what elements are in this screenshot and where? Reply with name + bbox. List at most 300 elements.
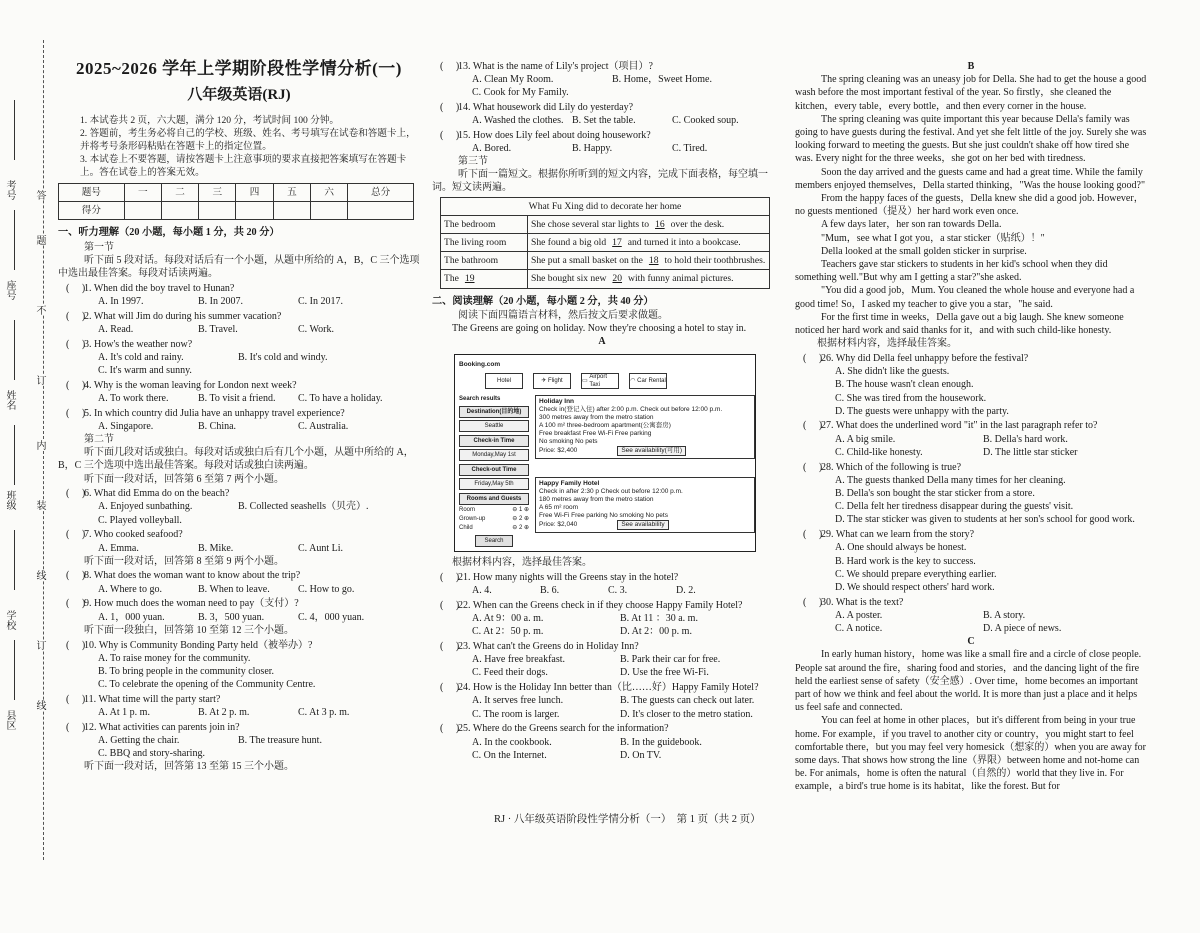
binding-label: 学校 <box>4 610 15 630</box>
answer-option[interactable]: B. Collected seashells（贝壳）. <box>238 501 369 513</box>
answer-option[interactable]: A. She didn't like the guests. <box>835 366 950 378</box>
answer-option[interactable]: C. Tired. <box>672 142 708 154</box>
fill-cell <box>528 270 770 288</box>
destination-label: Destination(目的地) <box>459 406 529 418</box>
answer-option[interactable]: C. 3. <box>608 585 628 597</box>
answer-option[interactable]: B. To visit a friend. <box>198 392 276 404</box>
answer-option[interactable]: A. 4. <box>472 585 492 597</box>
booking-logo: Booking.com <box>459 361 501 369</box>
question <box>58 282 420 308</box>
part-instruction: 听下面几段对话或独白。每段对话或独白后有几个小题，从题中所给的 A，B，C 三个选项中选出最佳答案。每段对话或独白读两遍。 <box>58 447 414 472</box>
answer-bracket[interactable]: ( ) <box>440 60 460 72</box>
question-text: 2. What will Jim do during his summer vacation? <box>84 310 282 322</box>
answer-bracket[interactable]: ( ) <box>66 407 86 419</box>
answer-option[interactable]: B. Della's hard work. <box>983 433 1068 445</box>
passage-paragraph: A few days later，her son ran towards Della. <box>821 219 1002 231</box>
option-row <box>795 555 1147 568</box>
search-results-label: Search results <box>459 396 501 403</box>
answer-option[interactable]: C. It's warm and sunny. <box>98 364 192 376</box>
room-stepper[interactable] <box>459 506 529 514</box>
stepper-label: Grown-up <box>459 516 486 523</box>
answer-option[interactable]: C. A notice. <box>835 623 883 635</box>
question-stem <box>58 379 420 392</box>
hotel-detail: Free breakfast Free Wi-Fi Free parking <box>539 430 652 438</box>
question-text: 11. What time will the party start? <box>84 693 221 705</box>
answer-option[interactable]: A. One should always be honest. <box>835 542 967 554</box>
answer-bracket[interactable]: ( ) <box>66 570 86 582</box>
score-cell[interactable] <box>199 202 236 220</box>
binding-mark: 答 <box>34 190 45 200</box>
option-row <box>58 514 420 527</box>
column-3 <box>795 60 1147 794</box>
stepper-number: 1 <box>518 507 523 514</box>
question-stem <box>58 310 420 323</box>
score-cell[interactable] <box>348 202 414 220</box>
score-header: 四 <box>236 184 273 202</box>
answer-option[interactable]: B. In the guidebook. <box>620 736 702 748</box>
section-heading: 二、阅读理解（20 小题，每小题 2 分，共 40 分） <box>432 295 654 307</box>
tab-label: Hotel <box>496 378 511 385</box>
answer-option[interactable]: B. In 2007. <box>198 295 243 307</box>
answer-bracket[interactable]: ( ) <box>66 488 86 500</box>
fill-text: She bought six new <box>531 273 607 285</box>
answer-option[interactable]: C. In 2017. <box>298 295 343 307</box>
answer-option[interactable]: C. Aunt Li. <box>298 542 344 554</box>
option-row <box>58 706 420 719</box>
answer-bracket[interactable]: ( ) <box>66 282 86 294</box>
answer-option[interactable]: B. China. <box>198 420 237 432</box>
answer-option[interactable]: A. It's cold and rainy. <box>98 351 184 363</box>
answer-option[interactable]: A. Emma. <box>98 542 139 554</box>
answer-bracket[interactable]: ( ) <box>440 129 460 141</box>
passage-label: B <box>967 61 975 72</box>
binding-mark: 线 <box>34 570 45 580</box>
question-text: 7. Who cooked seafood? <box>84 529 183 541</box>
option-row <box>58 652 420 665</box>
option-row <box>432 653 772 666</box>
binding-label: 座号 <box>4 280 15 300</box>
answer-blank[interactable]: 16 <box>655 218 665 230</box>
answer-option[interactable]: B. Happy. <box>572 142 613 154</box>
question-text: 29. What can we learn from the story? <box>821 529 975 541</box>
answer-option[interactable]: A. Clean My Room. <box>472 73 554 85</box>
answer-option[interactable]: C. Australia. <box>298 420 349 432</box>
answer-option[interactable]: A. Enjoyed sunbathing. <box>98 501 193 513</box>
passage-paragraph: You can feel at home in other places，but it's different from being in your true home. For example，if you travel to another city or country，you might start to feel comfortable there，but you may feel very homesick（想家的）when you are away for some days. That shows how strong the line（界限）between home and not-home can be. For animals，home is often the natural（自然的）world that they live in. For example，a bird's true home is its habitat，like the forest. But for <box>795 715 1146 793</box>
question <box>432 599 772 639</box>
option-row <box>795 568 1147 581</box>
hotel-price: Price: $2,040 <box>539 521 578 529</box>
tab-hotel[interactable] <box>485 373 523 389</box>
answer-option[interactable]: C. BBQ and story-sharing. <box>98 748 205 760</box>
answer-bracket[interactable]: ( ) <box>440 641 460 653</box>
column-1 <box>58 0 420 774</box>
answer-option[interactable]: D. The guests were unhappy with the party. <box>835 405 1009 417</box>
option-row <box>58 323 420 336</box>
question-stem <box>795 461 1147 474</box>
answer-option[interactable]: A. It serves free lunch. <box>472 695 564 707</box>
answer-bracket[interactable]: ( ) <box>66 379 86 391</box>
question-text: 30. What is the text? <box>821 596 904 608</box>
option-row <box>795 541 1147 554</box>
answer-option[interactable]: B. Park their car for free. <box>620 654 721 666</box>
binding-label: 班级 <box>4 490 15 510</box>
question-text: 13. What is the name of Lily's project（项目）? <box>458 60 653 72</box>
answer-option[interactable]: C. The room is larger. <box>472 708 560 720</box>
answer-option[interactable]: C. Cook for My Family. <box>472 86 569 98</box>
answer-option[interactable]: C. To have a holiday. <box>298 392 383 404</box>
answer-blank[interactable]: 18 <box>648 255 659 267</box>
passage-paragraph: Soon the day arrived and the guests came and had a great time. While the family members enjoyed themselves，Della started thinking，"Was the house looking good?" <box>795 166 1146 191</box>
tab-car-rental[interactable] <box>629 373 667 389</box>
answer-option[interactable]: B. The guests can check out later. <box>620 695 755 707</box>
stepper-number: 2 <box>518 516 523 523</box>
fill-text: and turned it into a bookcase. <box>627 236 741 248</box>
lead-text: 听下面一段对话，回答第 6 至第 7 两个小题。 <box>84 473 284 485</box>
answer-blank[interactable]: 20 <box>612 273 623 285</box>
stepper-value: ⊖ 2 ⊕ <box>512 516 529 523</box>
question-text: 8. What does the woman want to know about the trip? <box>84 570 301 582</box>
binding-mark: 内 <box>34 440 45 450</box>
question-stem <box>432 571 772 584</box>
answer-option[interactable]: A. In 1997. <box>98 295 144 307</box>
question-text: 4. Why is the woman leaving for London next week? <box>84 379 297 391</box>
answer-bracket[interactable]: ( ) <box>803 461 823 473</box>
answer-bracket[interactable]: ( ) <box>66 529 86 541</box>
answer-option[interactable]: B. 3，500 yuan. <box>198 611 265 623</box>
answer-option[interactable]: B. Hard work is the key to success. <box>835 555 976 567</box>
answer-option[interactable]: D. The little star sticker <box>983 446 1078 458</box>
score-cell[interactable] <box>273 202 310 220</box>
answer-option[interactable]: B. Set the table. <box>572 114 636 126</box>
answer-option[interactable]: C. Work. <box>298 323 334 335</box>
answer-option[interactable]: A. Bored. <box>472 142 512 154</box>
instruction-note: 1. 本试卷共 2 页，六大题，满分 120 分，考试时间 100 分钟。 <box>80 115 340 127</box>
question-text: 23. What can't the Greens do in Holiday Inn? <box>458 641 639 653</box>
question <box>58 487 420 527</box>
question-stem <box>432 722 772 735</box>
answer-bracket[interactable]: ( ) <box>440 682 460 694</box>
answer-option[interactable]: A. Getting the chair. <box>98 734 180 746</box>
answer-bracket[interactable]: ( ) <box>803 596 823 608</box>
passage-paragraph: From the happy faces of the guests，Della knew she did a good job. However，no guests mentioned（提及）her hard work even once. <box>795 193 1144 218</box>
fill-in-table <box>440 197 770 289</box>
answer-option[interactable]: A. Read. <box>98 323 134 335</box>
passage-paragraph: For the first time in weeks，Della gave out a big laugh. She knew someone noticed her hard work and said thanks for it，and with such child-like honesty. <box>795 311 1124 337</box>
passage-paragraph: The spring cleaning was quite important this year because Della's family was going to have guests during the festival. And yet she felt little of the joy. Surely she was looking forward to meeting the guests. But she just couldn't shake off how tired she was. Every night for the three weeks，she got on her bed with tiredness. <box>795 113 1147 165</box>
answer-option[interactable]: B. Mike. <box>198 542 234 554</box>
answer-bracket[interactable]: ( ) <box>803 352 823 364</box>
hotel-detail: 180 metres away from the metro station <box>539 496 654 504</box>
option-row <box>432 749 772 762</box>
score-row-label: 得分 <box>59 202 125 220</box>
answer-option[interactable]: A. Washed the clothes. <box>472 114 564 126</box>
part-label: 第一节 <box>84 241 114 253</box>
score-header: 二 <box>161 184 198 202</box>
answer-option[interactable]: C. Played volleyball. <box>98 514 182 526</box>
question <box>58 639 420 692</box>
answer-option[interactable]: C. 4，000 yuan. <box>298 611 365 623</box>
see-availability-button[interactable]: See availability(可用) <box>617 446 686 456</box>
question <box>432 681 772 721</box>
checkin-value[interactable]: Monday,May 1st <box>459 449 529 461</box>
answer-option[interactable]: B. At 2 p. m. <box>198 707 250 719</box>
question <box>795 352 1147 418</box>
answer-option[interactable]: B. It's cold and windy. <box>238 351 328 363</box>
answer-option[interactable]: C. How to go. <box>298 583 355 595</box>
score-header: 总分 <box>348 184 414 202</box>
answer-bracket[interactable]: ( ) <box>66 693 86 705</box>
search-button[interactable]: Search <box>475 535 513 547</box>
option-row <box>58 665 420 678</box>
answer-option[interactable]: B. To bring people in the community closer. <box>98 665 275 677</box>
option-row <box>432 694 772 707</box>
answer-bracket[interactable]: ( ) <box>66 721 86 733</box>
tab-airport-taxi[interactable] <box>581 373 619 389</box>
hotel-price: Price: $2,400 <box>539 447 578 455</box>
binding-mark: 装 <box>34 500 45 510</box>
page-subtitle: 八年级英语(RJ) <box>187 87 291 104</box>
answer-option[interactable]: C. To celebrate the opening of the Community Centre. <box>98 679 316 691</box>
answer-option[interactable]: B. Home，Sweet Home. <box>612 73 712 85</box>
option-row <box>432 86 772 99</box>
answer-option[interactable]: B. Della's son bought the star sticker from a store. <box>835 488 1035 499</box>
answer-option[interactable]: C. Cooked soup. <box>672 114 739 126</box>
grownup-stepper[interactable] <box>459 515 529 523</box>
score-header: 三 <box>199 184 236 202</box>
score-cell[interactable] <box>311 202 348 220</box>
room-cell: The living room <box>441 233 528 251</box>
hotel-detail: A 100 m² three-bedroom apartment(公寓套房) <box>539 422 671 430</box>
question <box>58 528 420 554</box>
question <box>58 338 420 378</box>
answer-bracket[interactable]: ( ) <box>66 338 86 350</box>
room-cell: The bedroom <box>441 215 528 233</box>
answer-option[interactable]: B. At 11 ：30 a. m. <box>620 613 698 625</box>
answer-option[interactable]: C. Child-like honesty. <box>835 446 923 458</box>
answer-option[interactable]: D. We should respect others' hard work. <box>835 581 995 593</box>
checkout-value[interactable]: Friday,May 5th <box>459 478 529 490</box>
question-text: 10. Why is Community Bonding Party held（被举办）? <box>84 639 313 651</box>
fill-line <box>14 210 15 270</box>
tab-label: Car Rental <box>637 378 666 385</box>
binding-label: 县区 <box>4 710 15 730</box>
answer-bracket[interactable]: ( ) <box>66 310 86 322</box>
question-text: 9. How much does the woman need to pay（支付）? <box>84 598 299 610</box>
fill-line <box>14 530 15 590</box>
score-header: 五 <box>273 184 310 202</box>
question <box>795 528 1147 594</box>
question <box>58 569 420 595</box>
answer-option[interactable]: A. Where to go. <box>98 583 162 595</box>
checkin-label: Check-in Time <box>459 435 529 447</box>
question-text: 3. How's the weather now? <box>84 338 193 350</box>
score-header: 六 <box>311 184 348 202</box>
question <box>58 310 420 336</box>
question-stem <box>795 528 1147 541</box>
hotel-name: Holiday Inn <box>539 398 575 406</box>
question-stem <box>58 338 420 351</box>
fill-line <box>14 100 15 160</box>
question <box>795 596 1147 636</box>
binding-mark: 题 <box>34 235 45 245</box>
answer-option[interactable]: A. At 9：00 a. m. <box>472 613 544 625</box>
answer-option[interactable]: B. 6. <box>540 585 560 597</box>
answer-option[interactable]: A. The guests thanked Della many times for her cleaning. <box>835 474 1066 486</box>
answer-option[interactable]: D. The star sticker was given to students at her son's school for good work. <box>835 514 1135 526</box>
question <box>432 101 772 127</box>
answer-option[interactable]: C. Della felt her tiredness disappear during the guests' visit. <box>835 501 1074 513</box>
answer-blank[interactable]: 19 <box>464 273 475 285</box>
stepper-label: Child <box>459 525 473 532</box>
fill-text: She chose several star lights to <box>531 218 650 230</box>
answer-option[interactable]: B. Travel. <box>198 323 238 335</box>
passage-paragraph: In early human history，home was like a small fire and a circle of close people. People sat around the fire，sharing food and stories，and the dancing light of the fire held the earliest sense of safety（安全感）. Over time，home becomes an important part of how we think and feel about the world. It is more than just a place and it helps us feel safe and connected. <box>795 649 1142 714</box>
question-stem <box>58 282 420 295</box>
score-cell[interactable] <box>236 202 273 220</box>
fill-text: over the desk. <box>670 218 725 230</box>
option-row <box>432 625 772 638</box>
option-row <box>58 295 420 308</box>
section-heading: 一、听力理解（20 小题，每小题 1 分，共 20 分） <box>58 227 280 239</box>
hotel-detail: No smoking No pets <box>539 438 598 446</box>
stepper-number: 2 <box>518 525 523 532</box>
answer-bracket[interactable]: ( ) <box>66 639 86 651</box>
see-availability-button[interactable]: See availability <box>617 520 668 530</box>
page-title: 2025~2026 学年上学期阶段性学情分析(一) <box>76 59 402 78</box>
score-header: 一 <box>124 184 161 202</box>
section-instruction: 阅读下面四篇语言材料，然后按文后要求做题。 <box>458 309 668 321</box>
page-footer: RJ · 八年级英语阶段性学情分析（一） 第 1 页（共 2 页） <box>494 814 761 825</box>
question-stem <box>795 596 1147 609</box>
answer-option[interactable]: A. To raise money for the community. <box>98 652 251 664</box>
column-2 <box>432 58 772 762</box>
plane-icon: ✈ <box>541 378 547 385</box>
question-stem <box>58 597 420 610</box>
question-text: 12. What activities can parents join in? <box>84 721 240 733</box>
tab-label: Flight <box>548 378 563 385</box>
answer-option[interactable]: C. On the Internet. <box>472 749 547 761</box>
answer-option[interactable]: B. A story. <box>983 609 1026 621</box>
question-stem <box>432 640 772 653</box>
question-stem <box>58 487 420 500</box>
answer-option[interactable]: D. A piece of news. <box>983 623 1062 635</box>
answer-bracket[interactable]: ( ) <box>440 572 460 584</box>
answer-blank[interactable]: 17 <box>612 236 622 248</box>
question <box>432 722 772 762</box>
answer-option[interactable]: C. She was tired from the housework. <box>835 392 987 404</box>
option-row <box>432 584 772 597</box>
answer-option[interactable]: A. To work there. <box>98 392 169 404</box>
part-instruction: 听下面一篇短文。根据你所听到的短文内容，完成下面表格，每空填一词。短文读两遍。 <box>432 169 768 194</box>
answer-option[interactable]: A. In the cookbook. <box>472 736 552 748</box>
answer-option[interactable]: C. At 2：50 p. m. <box>472 626 544 638</box>
question-text: 28. Which of the following is true? <box>821 461 962 473</box>
option-row <box>58 500 420 513</box>
child-stepper[interactable] <box>459 524 529 532</box>
passage-paragraph: The spring cleaning was an uneasy job for Della. She had to get the house a good wash before the most important festival of the year. So firstly，she cleaned the kitchen，every table，every bottle，and then every corner in the house. <box>795 74 1147 112</box>
hotel-detail: 300 metres away from the metro station <box>539 414 654 422</box>
score-cell[interactable] <box>161 202 198 220</box>
option-row <box>795 609 1147 622</box>
answer-option[interactable]: A. 1，000 yuan. <box>98 611 165 623</box>
answer-option[interactable]: D. At 2：00 p. m. <box>620 626 692 638</box>
answer-option[interactable]: D. On TV. <box>620 749 662 761</box>
answer-bracket[interactable]: ( ) <box>440 723 460 735</box>
option-row <box>795 405 1147 418</box>
checkout-label: Check-out Time <box>459 464 529 476</box>
answer-option[interactable]: A. Have free breakfast. <box>472 654 566 666</box>
binding-label: 姓名 <box>4 390 15 410</box>
booking-screenshot <box>454 354 756 552</box>
option-row <box>432 736 772 749</box>
option-row <box>795 392 1147 405</box>
binding-mark: 不 <box>34 305 45 315</box>
binding-mark: 订 <box>34 640 45 650</box>
tab-flight[interactable] <box>533 373 571 389</box>
lead-text: 听下面一段对话，回答第 13 至第 15 三个小题。 <box>84 761 294 773</box>
answer-bracket[interactable]: ( ) <box>440 599 460 611</box>
answer-option[interactable]: A. Singapore. <box>98 420 154 432</box>
question-stem <box>432 60 772 73</box>
answer-bracket[interactable]: ( ) <box>803 529 823 541</box>
option-row <box>795 433 1147 446</box>
answer-option[interactable]: B. The treasure hunt. <box>238 734 322 746</box>
option-row <box>795 487 1147 500</box>
question-stem <box>58 721 420 734</box>
option-row <box>58 542 420 555</box>
part-label: 第二节 <box>84 433 114 445</box>
answer-option[interactable]: A. At 1 p. m. <box>98 707 150 719</box>
answer-bracket[interactable]: ( ) <box>803 420 823 432</box>
answer-option[interactable]: B. The house wasn't clean enough. <box>835 379 974 391</box>
score-header: 题号 <box>59 184 125 202</box>
question-stem <box>58 528 420 541</box>
answer-option[interactable]: C. At 3 p. m. <box>298 707 350 719</box>
passage-paragraph: "You did a good job，Mum. You cleaned the whole house and everyone had a good time! So，I asked my teacher to give you a star，"he said. <box>795 285 1135 310</box>
instruction-note: 3. 本试卷上不要答题，请按答题卡上注意事项的要求直接把答案填写在答题卡上。答在试卷上的答案无效。 <box>80 154 407 179</box>
question-instruction: 根据材料内容，选择最佳答案。 <box>452 557 592 569</box>
option-row <box>432 666 772 679</box>
option-row <box>795 365 1147 378</box>
answer-option[interactable]: C. Feed their dogs. <box>472 667 548 679</box>
answer-option[interactable]: B. When to leave. <box>198 583 270 595</box>
question-text: 22. When can the Greens check in if they choose Happy Family Hotel? <box>458 599 743 611</box>
answer-option[interactable]: C. We should prepare everything earlier. <box>835 568 997 580</box>
answer-option[interactable]: D. It's closer to the metro station. <box>620 708 753 720</box>
score-cell[interactable] <box>124 202 161 220</box>
answer-option[interactable]: A. A poster. <box>835 609 883 621</box>
question-text: 24. How is the Holiday Inn better than（比……好）Happy Family Hotel? <box>458 682 759 694</box>
rooms-guests-label: Rooms and Guests <box>459 493 529 505</box>
question-text: 14. What housework did Lily do yesterday? <box>458 101 634 113</box>
answer-bracket[interactable]: ( ) <box>440 101 460 113</box>
fill-line <box>14 640 15 700</box>
lead-text: 听下面一段对话，回答第 8 至第 9 两个小题。 <box>84 555 284 567</box>
hotel-detail: A 65 m² room <box>539 504 579 512</box>
question-text: 15. How does Lily feel about doing housework? <box>458 129 651 141</box>
answer-option[interactable]: A. A big smile. <box>835 433 896 445</box>
option-row <box>432 612 772 625</box>
answer-bracket[interactable]: ( ) <box>66 598 86 610</box>
answer-option[interactable]: D. Use the free Wi-Fi. <box>620 667 709 679</box>
destination-value[interactable]: Seattle <box>459 420 529 432</box>
question-text: 1. When did the boy travel to Hunan? <box>84 282 235 294</box>
question-stem <box>58 639 420 652</box>
answer-option[interactable]: D. 2. <box>676 585 696 597</box>
fill-text: with funny animal pictures. <box>628 273 734 285</box>
option-row <box>432 708 772 721</box>
